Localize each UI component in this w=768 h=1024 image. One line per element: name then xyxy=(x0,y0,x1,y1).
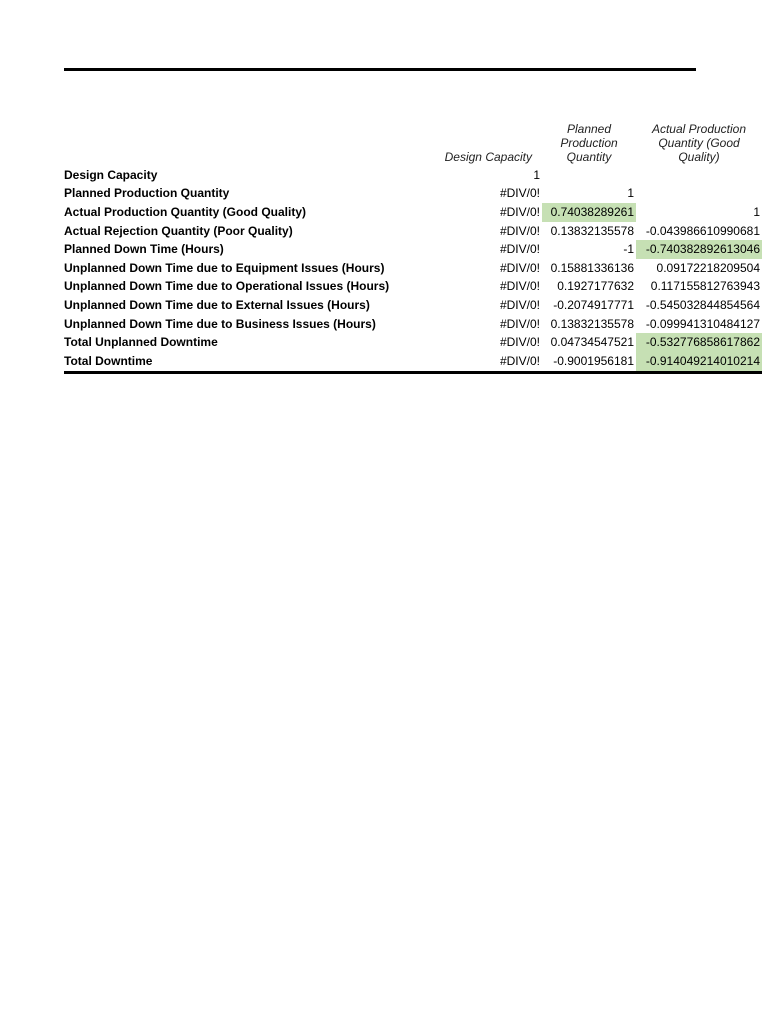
row-label: Unplanned Down Time due to Operational Issues (Hours) xyxy=(64,279,390,294)
row-label: Unplanned Down Time due to Business Issues (Hours) xyxy=(64,316,376,331)
cell-design-capacity: #DIV/0! xyxy=(414,352,542,372)
cell-design-capacity: #DIV/0! xyxy=(499,186,540,201)
cell-design-capacity: #DIV/0! xyxy=(499,223,540,238)
cell-planned-production: -1 xyxy=(623,242,634,257)
cell-actual-production xyxy=(636,185,762,204)
cell-planned-production: 0.13832135578 xyxy=(550,316,634,331)
cell-design-capacity: #DIV/0! xyxy=(499,297,540,312)
cell-design-capacity: #DIV/0! xyxy=(499,316,540,331)
row-label: Unplanned Down Time due to External Issues (Hours) xyxy=(64,297,370,312)
header-planned-production-quantity: Planned Production Quantity xyxy=(560,122,618,164)
cell-actual-production: -0.043986610990681 xyxy=(645,223,760,238)
cell-planned-production: 0.04734547521 xyxy=(550,335,634,350)
top-rule-divider xyxy=(64,68,696,71)
row-label: Actual Rejection Quantity (Poor Quality) xyxy=(64,223,293,238)
cell-planned-production: -0.2074917771 xyxy=(553,297,634,312)
cell-design-capacity: #DIV/0! xyxy=(499,242,540,257)
row-label: Planned Down Time (Hours) xyxy=(64,242,224,257)
cell-planned-production-highlighted: 0.74038289261 xyxy=(542,203,636,222)
table-row xyxy=(64,222,762,241)
header-label-column xyxy=(64,118,414,166)
cell-design-capacity: #DIV/0! xyxy=(499,204,540,219)
table-header-row xyxy=(64,118,762,166)
cell-actual-production-highlighted: -0.532776858617862 xyxy=(636,333,762,352)
header-actual-production-quantity: Actual Production Quantity (Good Quality) xyxy=(651,122,747,164)
cell-actual-production xyxy=(636,166,762,185)
cell-design-capacity: #DIV/0! xyxy=(499,279,540,294)
cell-actual-production: 0.117155812763943 xyxy=(650,279,760,294)
row-label: Actual Production Quantity (Good Quality) xyxy=(64,204,306,219)
table-row xyxy=(64,259,762,278)
cell-planned-production xyxy=(542,166,636,185)
table-row xyxy=(64,203,762,222)
table-row xyxy=(64,296,762,315)
row-label: Unplanned Down Time due to Equipment Issues (Hours) xyxy=(64,260,385,275)
cell-design-capacity: #DIV/0! xyxy=(499,260,540,275)
cell-actual-production: -0.545032844854564 xyxy=(645,297,760,312)
cell-actual-production-highlighted: -0.740382892613046 xyxy=(636,240,762,259)
table-row xyxy=(64,278,762,297)
cell-planned-production: -0.9001956181 xyxy=(542,352,636,372)
row-label: Total Downtime xyxy=(64,352,414,372)
cell-actual-production: 1 xyxy=(753,204,760,219)
cell-actual-production: -0.099941310484127 xyxy=(645,316,760,331)
table-row xyxy=(64,185,762,204)
cell-design-capacity: #DIV/0! xyxy=(499,335,540,350)
row-label: Total Unplanned Downtime xyxy=(64,335,218,350)
cell-actual-production: 0.09172218209504 xyxy=(656,260,760,275)
table-row xyxy=(64,333,762,352)
cell-planned-production: 0.13832135578 xyxy=(550,223,634,238)
cell-actual-production-highlighted: -0.914049214010214 xyxy=(636,352,762,372)
table-row xyxy=(64,315,762,334)
cell-planned-production: 0.1927177632 xyxy=(557,279,634,294)
correlation-table xyxy=(64,118,762,374)
row-label: Design Capacity xyxy=(64,167,158,182)
table-row xyxy=(64,166,762,185)
cell-design-capacity: 1 xyxy=(533,167,540,182)
row-label: Planned Production Quantity xyxy=(64,186,230,201)
header-design-capacity: Design Capacity xyxy=(444,150,532,164)
table-row xyxy=(64,240,762,259)
cell-planned-production: 1 xyxy=(627,186,634,201)
cell-planned-production: 0.15881336136 xyxy=(550,260,634,275)
table-row xyxy=(64,352,762,372)
